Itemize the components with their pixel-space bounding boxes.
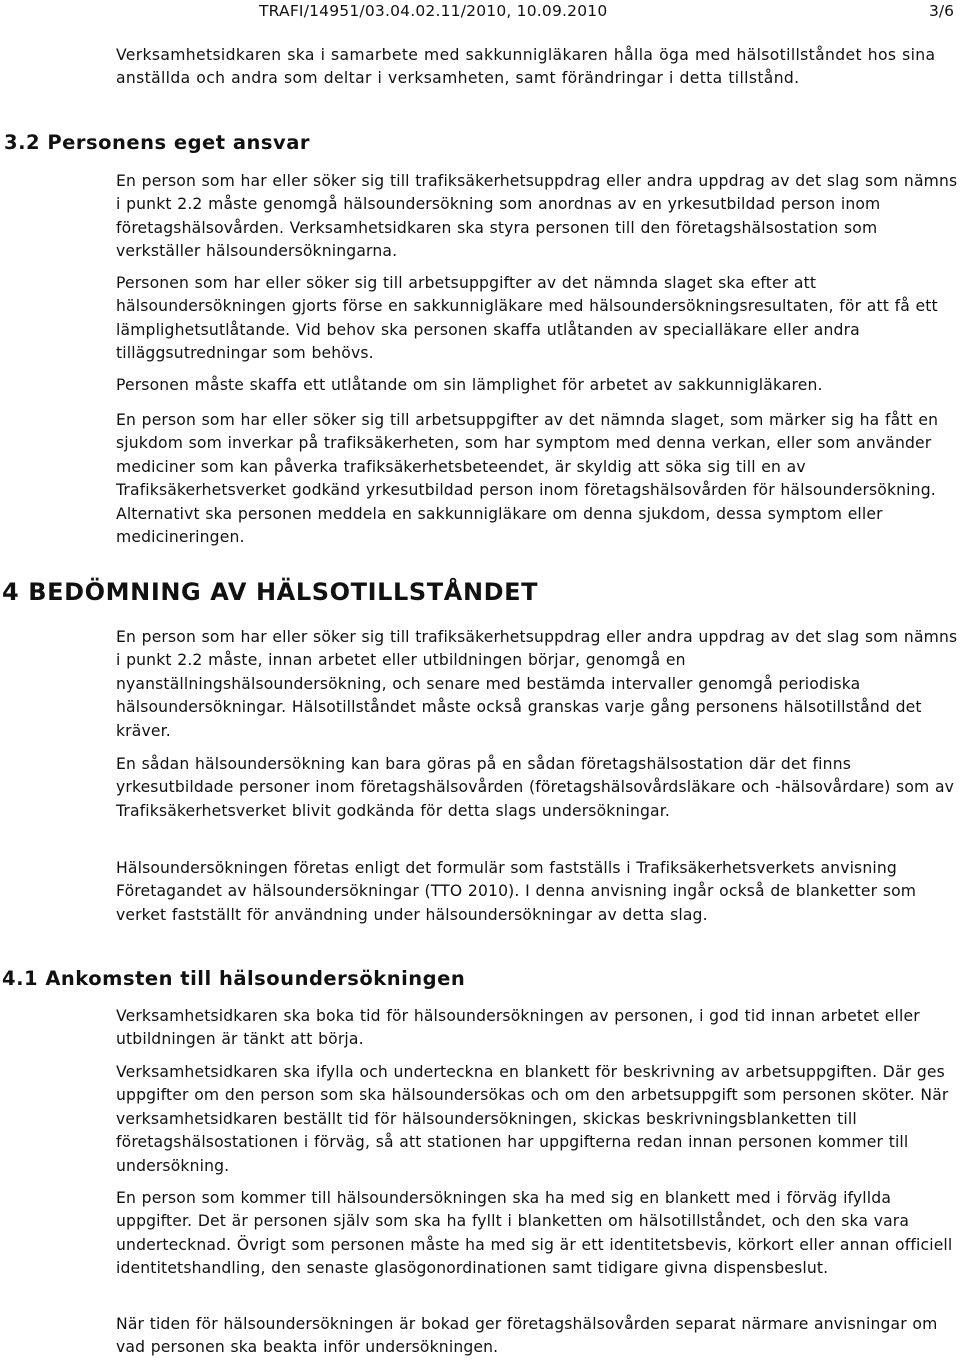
section-4-para-2: [116, 753, 958, 823]
section-3-2-para-2: [116, 272, 958, 366]
section-heading-4: 4 BEDÖMNING AV HÄLSOTILLSTÅNDET: [2, 578, 539, 606]
page-number: 3/6: [929, 2, 954, 20]
section-4-1-para-3: [116, 1187, 958, 1281]
paragraph: Verksamhetsidkaren ska boka tid för hälsoundersökningen av personen, i god tid innan arbetet eller utbildningen är tänkt att börja.: [116, 1007, 920, 1049]
section-4-1-para-4: [116, 1313, 958, 1360]
section-4-1-para-2: [116, 1061, 958, 1178]
section-heading-4-1: 4.1 Ankomsten till hälsoundersökningen: [2, 967, 466, 990]
section-3-2-para-3: [116, 374, 958, 397]
section-3-2-para-1: [116, 170, 958, 264]
paragraph: Verksamhetsidkaren ska ifylla och underteckna en blankett för beskrivning av arbetsuppgiften. Där ges uppgifter om den person som ska hälsoundersökas och om den arbetsuppgift som personen sköter. När verksamhetsidkaren beställt tid för hälsoundersökningen, skickas beskrivningsblanketten till företagshälsostationen i förväg, så att stationen har uppgifterna redan innan personen kommer till undersökning.: [116, 1063, 949, 1175]
paragraph: En person som kommer till hälsoundersökningen ska ha med sig en blankett med i förväg ifyllda uppgifter. Det är personen själv som ska ha fyllt i blanketten om hälsotillståndet, och den ska vara undertecknad. Övrigt som personen måste ha med sig är ett identitetsbevis, körkort eller annan officiell identitetshandling, den senaste glasögonordinationen samt tidigare givna dispensbeslut.: [116, 1189, 953, 1278]
paragraph: En person som har eller söker sig till arbetsuppgifter av det nämnda slaget, som märker sig ha fått en sjukdom som inverkar på trafiksäkerheten, som har symptom med denna verkan, eller som använder mediciner som kan påverka trafiksäkerhetsbeteendet, är skyldig att söka sig till en av Trafiksäkerhetsverket godkänd yrkesutbildad person inom företagshälsovården för hälsoundersökning. Alternativt ska personen meddela en sakkunnigläkare om denna sjukdom, dessa symptom eller medicineringen.: [116, 411, 939, 547]
paragraph: Personen måste skaffa ett utlåtande om sin lämplighet för arbetet av sakkunnigläkaren.: [116, 376, 823, 394]
section-4-para-3: [116, 857, 958, 927]
document-reference: TRAFI/14951/03.04.02.11/2010, 10.09.2010: [259, 2, 608, 20]
paragraph: En person som har eller söker sig till trafiksäkerhetsuppdrag eller andra uppdrag av det slag som nämns i punkt 2.2 måste genomgå hälsoundersökning som anordnas av en yrkesutbildad person inom företagshälsovården. Verksamhetsidkaren ska styra personen till den företagshälsostation som verkställer hälsoundersökningarna.: [116, 172, 958, 261]
paragraph: När tiden för hälsoundersökningen är bokad ger företagshälsovården separat närmare anvisningar om vad personen ska beakta inför undersökningen.: [116, 1315, 938, 1357]
section-4-para-1: [116, 626, 958, 743]
paragraph: Hälsoundersökningen företas enligt det formulär som fastställs i Trafiksäkerhetsverkets anvisning Företagandet av hälsoundersökningar (TTO 2010). I denna anvisning ingår också de blanketter som verket fastställt för användning under hälsoundersökningar av detta slag.: [116, 859, 917, 924]
paragraph: En sådan hälsoundersökning kan bara göras på en sådan företagshälsostation där det finns yrkesutbildade personer inom företagshälsovården (företagshälsovårdsläkare och -hälsovårdare) som av Trafiksäkerhetsverket blivit godkända för detta slags undersökningar.: [116, 755, 955, 820]
paragraph: Personen som har eller söker sig till arbetsuppgifter av det nämnda slaget ska efter att hälsoundersökningen gjorts förse en sakkunnigläkare med hälsoundersökningsresultaten, för att få ett lämplighetsutlåtande. Vid behov ska personen skaffa utlåtanden av specialläkare eller andra tilläggsutredningar som behövs.: [116, 274, 938, 363]
paragraph: Verksamhetsidkaren ska i samarbete med sakkunnigläkaren hålla öga med hälsotillståndet hos sina anställda och andra som deltar i verksamheten, samt förändringar i detta tillstånd.: [116, 46, 936, 88]
section-4-1-para-1: [116, 1005, 958, 1052]
paragraph: En person som har eller söker sig till trafiksäkerhetsuppdrag eller andra uppdrag av det slag som nämns i punkt 2.2 måste, innan arbetet eller utbildningen börjar, genomgå en nyanställningshälsoundersökning, och senare med bestämda intervaller genomgå periodiska hälsoundersökningar. Hälsotillståndet måste också granskas varje gång personens hälsotillstånd det kräver.: [116, 628, 958, 740]
section-heading-3-2: 3.2 Personens eget ansvar: [4, 131, 311, 154]
section-3-2-para-4: [116, 409, 958, 549]
intro-section: [116, 44, 958, 91]
